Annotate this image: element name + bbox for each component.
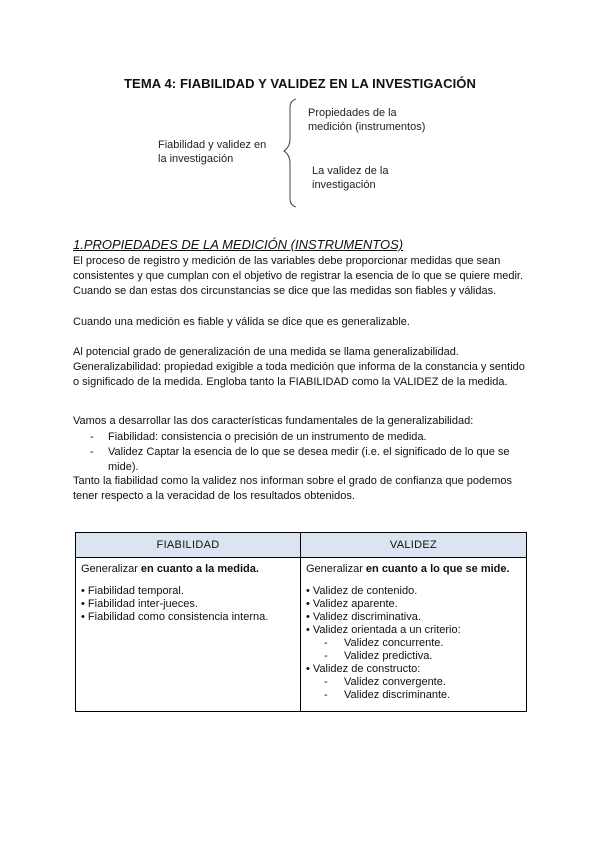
paragraph: Tanto la fiabilidad como la validez nos informan sobre el grado de confianza que podemos tener respecto a la veracidad de los resultados obtenidos. bbox=[73, 475, 513, 503]
list-item bbox=[324, 637, 521, 650]
diagram-branch-medicion bbox=[308, 106, 425, 134]
paragraph: Vamos a desarrollar las dos características fundamentales de la generalizabilidad: bbox=[73, 415, 474, 427]
list-item: • Fiabilidad temporal. bbox=[81, 585, 184, 597]
table-row bbox=[76, 558, 527, 712]
list-item bbox=[90, 430, 530, 445]
fiabilidad-types bbox=[81, 585, 295, 624]
list-item bbox=[90, 445, 530, 475]
header-fiabilidad: FIABILIDAD bbox=[76, 533, 301, 558]
characteristics-list bbox=[90, 430, 530, 476]
validez-types bbox=[306, 585, 521, 637]
table-header-row bbox=[76, 533, 527, 558]
cell-lead bbox=[306, 563, 521, 575]
cell-validez bbox=[301, 558, 527, 712]
diagram-root-line: Fiabilidad y validez en bbox=[158, 139, 267, 151]
list-item: • Fiabilidad inter-jueces. bbox=[81, 598, 198, 610]
dash-marker: - bbox=[324, 650, 328, 662]
list-item-text: Validez convergente. bbox=[344, 676, 446, 688]
list-item-text: Validez concurrente. bbox=[344, 637, 444, 649]
list-item: • Validez discriminativa. bbox=[306, 611, 421, 623]
list-item: • Validez de contenido. bbox=[306, 585, 418, 597]
diagram-branch-validez bbox=[312, 164, 388, 192]
list-item-text: Validez discriminante. bbox=[344, 689, 451, 701]
dash-marker: - bbox=[90, 431, 94, 443]
list-item bbox=[324, 676, 521, 689]
page-title: TEMA 4: FIABILIDAD Y VALIDEZ EN LA INVESTIGACIÓN bbox=[124, 76, 476, 91]
list-item: • Validez de constructo: bbox=[306, 663, 421, 675]
dash-marker: - bbox=[90, 446, 94, 459]
dash-marker: - bbox=[324, 637, 328, 649]
lead-plain: Generalizar bbox=[81, 563, 141, 575]
lead-bold: en cuanto a lo que se mide. bbox=[365, 563, 510, 575]
curly-brace bbox=[284, 99, 296, 207]
lead-plain: Generalizar bbox=[306, 563, 366, 575]
constructo-type bbox=[306, 663, 521, 676]
list-item-text: Validez predictiva. bbox=[344, 650, 433, 662]
header-validez: VALIDEZ bbox=[301, 533, 527, 558]
diagram-branch-line: medición (instrumentos) bbox=[308, 121, 426, 133]
list-item-text: Validez Captar la esencia de lo que se desea medir (i.e. el significado de lo que se mide). bbox=[108, 446, 510, 474]
list-item: • Validez orientada a un criterio: bbox=[306, 624, 461, 636]
diagram-branch-line: investigación bbox=[312, 179, 376, 191]
dash-marker: - bbox=[324, 676, 328, 688]
list-item bbox=[324, 650, 521, 663]
dash-marker: - bbox=[324, 689, 328, 701]
comparison-table bbox=[75, 532, 527, 712]
concept-diagram bbox=[150, 95, 450, 213]
diagram-root-line: la investigación bbox=[158, 153, 234, 165]
paragraph: Al potencial grado de generalización de una medida se llama generalizabilidad. Generalizabilidad: propiedad exigible a toda medición que informa de la constancia y sentido o significado de la medida. Engloba tanto la FIABILIDAD como la VALIDEZ de la medida. bbox=[73, 346, 525, 389]
diagram-branch-line: Propiedades de la bbox=[308, 107, 397, 119]
paragraph: Cuando una medición es fiable y válida se dice que es generalizable. bbox=[73, 316, 410, 328]
list-item-text: Fiabilidad: consistencia o precisión de un instrumento de medida. bbox=[108, 431, 427, 443]
section-heading: 1.PROPIEDADES DE LA MEDICIÓN (INSTRUMENTOS) bbox=[73, 237, 404, 252]
cell-lead bbox=[81, 563, 295, 575]
diagram-branch-line: La validez de la bbox=[312, 165, 389, 177]
lead-bold: en cuanto a la medida. bbox=[140, 563, 259, 575]
diagram-root bbox=[158, 138, 266, 166]
constructo-subtypes bbox=[306, 676, 521, 702]
criterio-subtypes bbox=[306, 637, 521, 663]
list-item: • Validez aparente. bbox=[306, 598, 398, 610]
list-item: • Fiabilidad como consistencia interna. bbox=[81, 611, 269, 623]
paragraph: El proceso de registro y medición de las variables debe proporcionar medidas que sean consistentes y que cumplan con el objetivo de registrar la esencia de lo que se quiere medir. Cuando se dan estas dos circunstancias se dice que las medidas son fiables y válidas. bbox=[73, 255, 524, 298]
list-item bbox=[324, 689, 521, 702]
cell-fiabilidad bbox=[76, 558, 301, 712]
